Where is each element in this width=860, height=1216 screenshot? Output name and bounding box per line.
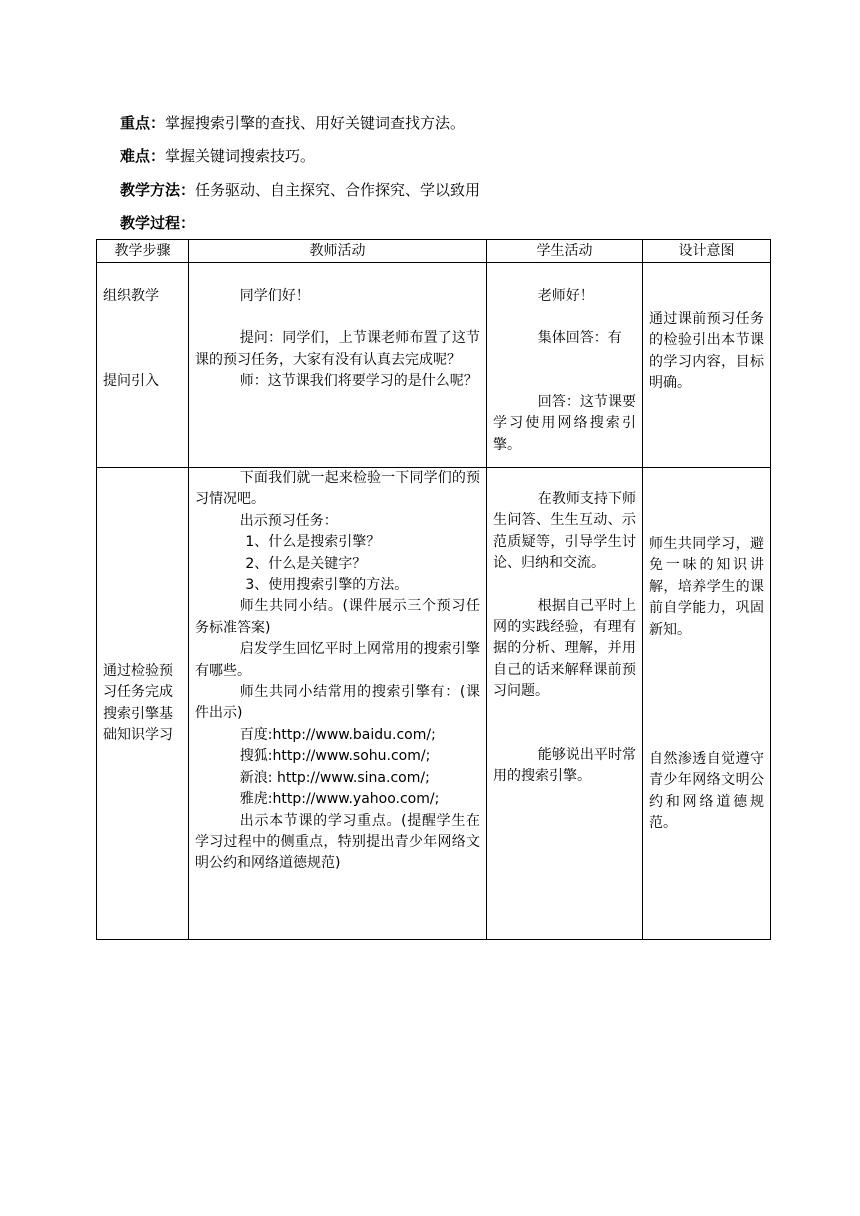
student-answer: 集体回答：有 — [537, 330, 622, 347]
engine-sohu: 搜狐:http://www.sohu.com/; — [239, 748, 431, 765]
table-row — [97, 468, 771, 940]
process-label: 教学过程： — [120, 214, 196, 232]
lesson-process-table — [96, 239, 771, 940]
row1-student-cell — [487, 263, 643, 468]
intent-row2-a: 师生共同学习，避免一味的知识讲解，培养学生的课前自学能力，巩固新知。 — [649, 536, 764, 638]
row2-intent-cell — [643, 468, 771, 940]
difficulty-label: 难点： — [120, 147, 166, 165]
engine-yahoo: 雅虎:http://www.yahoo.com/; — [239, 791, 440, 808]
row1-intent-cell — [643, 263, 771, 468]
task-3: 3、使用搜索引擎的方法。 — [245, 577, 409, 594]
engine-baidu: 百度:http://www.baidu.com/; — [239, 726, 436, 743]
method-line — [120, 180, 480, 200]
header-teacher: 教师活动 — [189, 240, 487, 263]
intent-row2-b: 自然渗透自觉遵守青少年网络文明公约和网络道德规范。 — [649, 751, 764, 832]
teacher-engines-summary: 师生共同小结常用的搜索引擎有：(课件出示) — [195, 684, 480, 722]
teacher-check: 下面我们就一起来检验一下同学们的预习情况吧。 — [195, 470, 480, 508]
key-points-line — [120, 113, 465, 133]
row1-steps-cell — [97, 263, 189, 468]
teacher-topic: 师：这节课我们将要学习的是什么呢？ — [239, 373, 478, 390]
intent-row1: 通过课前预习任务的检验引出本节课的学习内容，目标明确。 — [649, 311, 764, 392]
difficulty-line — [120, 146, 315, 166]
table-header-row — [97, 240, 771, 263]
header-student: 学生活动 — [487, 240, 643, 263]
step-organize: 组织教学 — [103, 288, 159, 304]
row1-teacher-cell — [189, 263, 487, 468]
row2-teacher-cell — [189, 468, 487, 940]
key-points-text: 掌握搜索引擎的查找、用好关键词查找方法。 — [165, 114, 466, 132]
student-explain: 根据自己平时上网的实践经验，有理有据的分析、理解，并用自己的话来解释课前预习问题。 — [493, 597, 636, 700]
student-greeting: 老师好！ — [537, 288, 594, 304]
teacher-greeting: 同学们好！ — [239, 288, 310, 304]
method-text: 任务驱动、自主探究、合作探究、学以致用 — [195, 181, 481, 199]
header-intent: 设计意图 — [643, 240, 771, 263]
key-points-label: 重点： — [120, 114, 166, 132]
row2-student-cell — [487, 468, 643, 940]
student-engines: 能够说出平时常用的搜索引擎。 — [493, 746, 636, 785]
student-topic-answer: 回答：这节课要学习使用网络搜索引擎。 — [493, 393, 636, 453]
teacher-question: 提问：同学们，上节课老师布置了这节课的预习任务，大家有没有认真去完成呢？ — [195, 330, 480, 368]
row2-steps-cell — [97, 468, 189, 940]
teacher-show-tasks: 出示预习任务： — [239, 512, 338, 529]
header-steps: 教学步骤 — [97, 240, 189, 263]
teacher-key-points: 出示本节课的学习重点。(提醒学生在学习过程中的侧重点，特别提出青少年网络文明公约和网络道德规范) — [195, 812, 480, 872]
process-line — [120, 213, 195, 233]
teacher-summary: 师生共同小结。(课件展示三个预习任务标准答案) — [195, 598, 480, 636]
task-1: 1、什么是搜索引擎？ — [245, 534, 381, 551]
step-question-intro: 提问引入 — [103, 373, 159, 390]
step-check-preview: 通过检验预习任务完成搜索引擎基础知识学习 — [103, 662, 173, 743]
table-row — [97, 263, 771, 468]
task-2: 2、什么是关键字？ — [245, 555, 367, 572]
student-interaction: 在教师支持下师生问答、生生互动、示范质疑等，引导学生讨论、归纳和交流。 — [493, 491, 636, 572]
engine-sina: 新浪: http://www.sina.com/; — [239, 769, 430, 786]
difficulty-text: 掌握关键词搜索技巧。 — [165, 147, 316, 165]
method-label: 教学方法： — [120, 181, 196, 199]
teacher-recall: 启发学生回忆平时上网常用的搜索引擎有哪些。 — [195, 641, 480, 679]
